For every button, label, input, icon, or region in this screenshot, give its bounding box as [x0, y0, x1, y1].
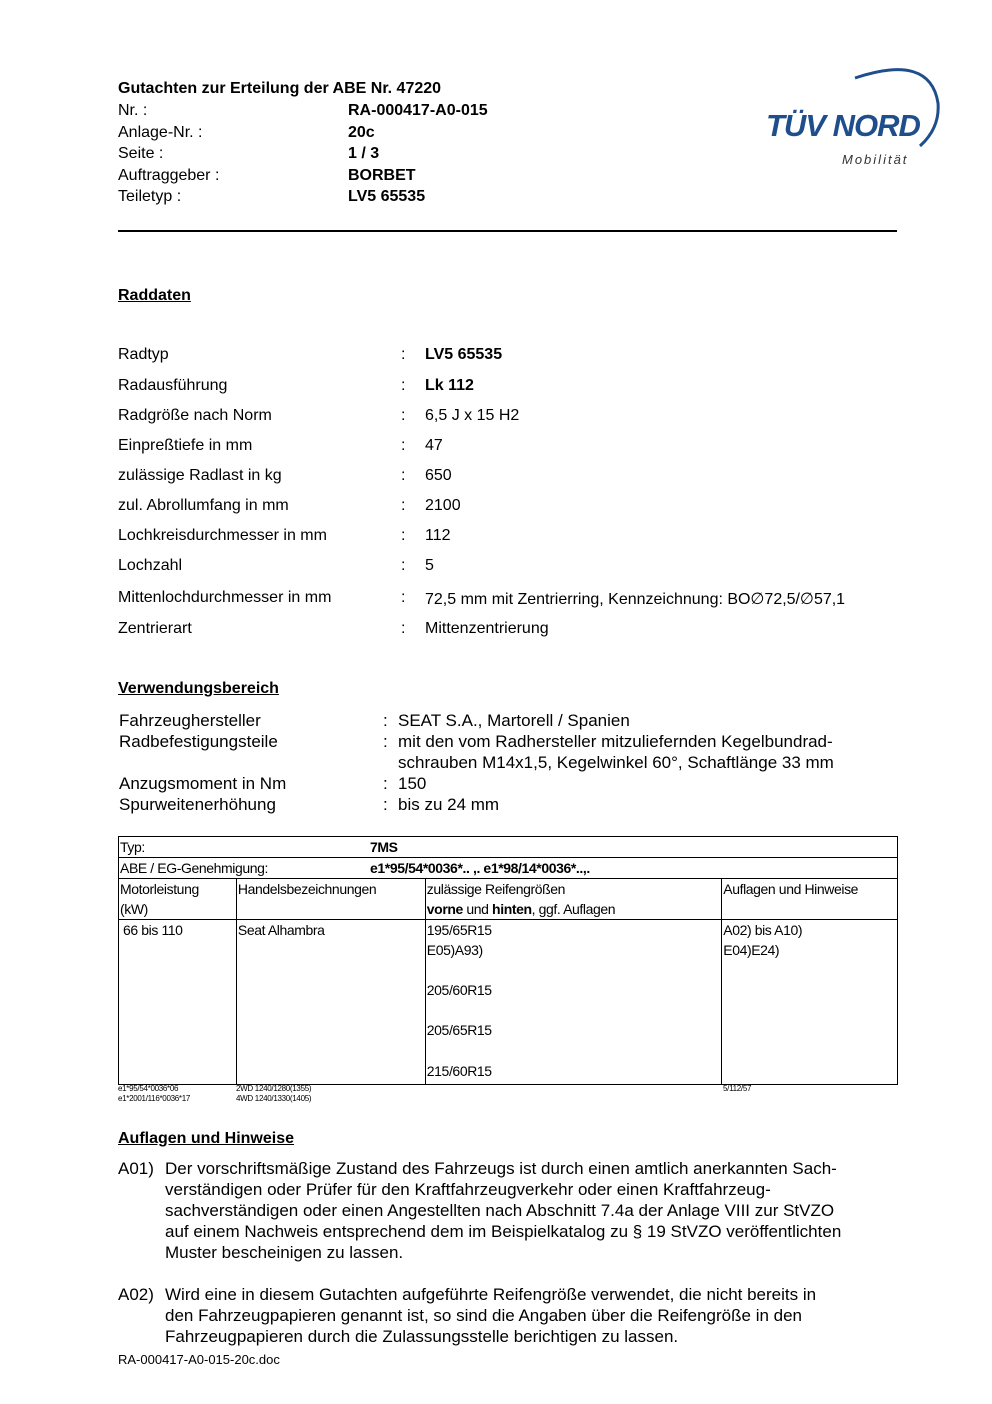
raddaten-value: 5 — [425, 557, 434, 574]
verwendung-value: SEAT S.A., Martorell / Spanien — [398, 711, 630, 730]
section-auflagen-heading: Auflagen und Hinweise — [118, 1130, 295, 1147]
text-line: verständigen oder Prüfer für den Kraftfahrzeugverkehr oder einen Kraftfahrzeug- — [165, 1180, 771, 1199]
verwendung-value-line1: mit den vom Radhersteller mitzuliefernden Kegelbundrad- — [398, 732, 833, 751]
verwendung-value — [398, 731, 898, 773]
header-value: 20c — [348, 124, 375, 141]
auflage-code: A02) — [118, 1285, 154, 1304]
raddaten-label: Lochzahl — [118, 557, 183, 574]
colon: : — [401, 407, 406, 424]
raddaten-value: 2100 — [425, 497, 461, 514]
table-row — [119, 920, 898, 1085]
header-value: RA-000417-A0-015 — [348, 102, 488, 119]
raddaten-label: Radausführung — [118, 377, 228, 394]
footnote-line: 2WD 1240/1280(1355) — [236, 1084, 312, 1093]
raddaten-value: Lk 112 — [425, 377, 474, 394]
raddaten-row — [118, 346, 898, 368]
footnote-line: e1*2001/116*0036*17 — [118, 1094, 191, 1103]
raddaten-label: Lochkreisdurchmesser in mm — [118, 527, 327, 544]
header-value: 1 / 3 — [348, 145, 380, 162]
table-footnote-approval — [118, 1084, 190, 1104]
colon: : — [383, 795, 388, 814]
section-verwendungsbereich-heading: Verwendungsbereich — [118, 680, 279, 697]
header-row-seite — [118, 145, 538, 163]
raddaten-value: Mittenzentrierung — [425, 620, 549, 637]
col-header-auflagen: Auflagen und Hinweise — [722, 879, 898, 920]
raddaten-value: 112 — [425, 527, 451, 544]
header-label: Anlage-Nr. : — [118, 124, 203, 141]
logo-name: TÜV NORD — [766, 108, 920, 143]
raddaten-value: 6,5 J x 15 H2 — [425, 407, 520, 424]
colon: : — [401, 527, 406, 544]
table-footnote-bolt — [723, 1084, 751, 1094]
auflage-code: A01) — [118, 1159, 154, 1178]
auflage-text — [165, 1284, 905, 1347]
header-label: Nr. : — [118, 102, 148, 119]
vehicle-table — [118, 836, 898, 1085]
header-value: LV5 65535 — [348, 188, 426, 205]
raddaten-row — [118, 437, 898, 459]
raddaten-value: 650 — [425, 467, 452, 484]
col-header-motor-unit: (kW) — [120, 901, 148, 917]
col-header-reifen-label: zulässige Reifengrößen — [426, 881, 566, 897]
auflage-a01 — [118, 1158, 903, 1263]
col-header-auflagen-suffix: , ggf. Auflagen — [531, 901, 616, 917]
footnote-line: 5/112/57 — [723, 1084, 752, 1093]
verwendung-label: Fahrzeughersteller — [119, 711, 261, 730]
document-title: Gutachten zur Erteilung der ABE Nr. 47220 — [118, 80, 442, 97]
raddaten-label: Radgröße nach Norm — [118, 407, 272, 424]
raddaten-label: Zentrierart — [118, 620, 192, 637]
table-row-abe — [119, 858, 898, 879]
raddaten-row — [118, 377, 898, 399]
header-label: Teiletyp : — [118, 188, 182, 205]
raddaten-row — [118, 620, 898, 642]
auflage-a02 — [118, 1284, 903, 1347]
header-label: Auftraggeber : — [118, 167, 220, 184]
text-line: Der vorschriftsmäßige Zustand des Fahrzeugs ist durch einen amtlich anerkannten Sach- — [165, 1159, 837, 1178]
col-header-reifen — [425, 879, 721, 920]
header-divider — [118, 230, 897, 232]
text-line: Fahrzeugpapieren durch die Zulassungsstelle berichtigen zu lassen. — [165, 1327, 679, 1346]
verwendung-value: 150 — [398, 774, 427, 793]
raddaten-label: Mittenlochdurchmesser in mm — [118, 589, 332, 606]
verwendung-row — [118, 794, 898, 815]
text-line: sachverständigen oder einen Angestellten nach Abschnitt 7.4a der Anlage VIII zur StVZO — [165, 1201, 835, 1220]
text-line: auf einem Nachweis entsprechend dem im Beispielkatalog zu § 19 StVZO veröffentlichten — [165, 1222, 842, 1241]
colon: : — [401, 589, 406, 606]
verwendung-value: bis zu 24 mm — [398, 795, 500, 814]
header-row-auftraggeber — [118, 167, 538, 185]
typ-value: 7MS — [370, 839, 398, 855]
auflagen-ref: A02) bis A10) — [723, 922, 803, 938]
logo-subtitle: Mobilität — [842, 152, 909, 167]
colon: : — [401, 437, 406, 454]
colon: : — [401, 346, 406, 363]
colon: : — [401, 557, 406, 574]
col-header-motor — [119, 879, 237, 920]
colon: : — [383, 774, 388, 793]
col-header-handel: Handelsbezeichnungen — [236, 879, 425, 920]
text-line: Muster bescheinigen zu lassen. — [165, 1243, 404, 1262]
colon: : — [383, 711, 388, 730]
text-line: den Fahrzeugpapieren genannt ist, so sind die Angaben über die Reifengröße in den — [165, 1306, 803, 1325]
table-footnote-track — [236, 1084, 311, 1104]
cell-auflagen — [722, 920, 898, 1085]
header-row-anlage — [118, 124, 538, 142]
footnote-line: 4WD 1240/1330(1405) — [236, 1094, 312, 1103]
auflagen-ref: E04)E24) — [723, 942, 780, 958]
raddaten-value: LV5 65535 — [425, 346, 503, 363]
header-row-nr — [118, 102, 538, 120]
col-header-motor-label: Motorleistung — [120, 881, 199, 897]
colon: : — [383, 732, 388, 751]
footnote-line: e1*95/54*0036*06 — [118, 1084, 179, 1093]
cell-reifen — [425, 920, 721, 1085]
raddaten-row — [118, 467, 898, 489]
verwendung-value-line2: schrauben M14x1,5, Kegelwinkel 60°, Schaftlänge 33 mm — [398, 753, 834, 772]
raddaten-label: Einpreßtiefe in mm — [118, 437, 253, 454]
typ-label: Typ: — [120, 839, 145, 855]
colon: : — [401, 467, 406, 484]
table-header-row — [119, 879, 898, 920]
auflage-text — [165, 1158, 905, 1263]
tuv-nord-logo — [760, 58, 940, 173]
raddaten-row — [118, 497, 898, 519]
table-row-typ — [119, 837, 898, 858]
header-row-teiletyp — [118, 188, 538, 206]
raddaten-label: Radtyp — [118, 346, 169, 363]
tire-size: 195/65R15 — [426, 922, 492, 938]
raddaten-label: zulässige Radlast in kg — [118, 467, 282, 484]
tire-size: 205/60R15 — [426, 982, 492, 998]
abe-label: ABE / EG-Genehmigung: — [120, 860, 269, 876]
verwendung-row — [118, 773, 898, 794]
raddaten-label: zul. Abrollumfang in mm — [118, 497, 289, 514]
document-filename: RA-000417-A0-015-20c.doc — [118, 1352, 280, 1367]
section-raddaten-heading: Raddaten — [118, 287, 191, 304]
tire-note: E05)A93) — [426, 942, 483, 958]
raddaten-value: 72,5 mm mit Zentrierring, Kennzeichnung: BO∅72,5/∅57,1 — [425, 591, 846, 608]
cell-handel: Seat Alhambra — [236, 920, 425, 1085]
tire-size: 215/60R15 — [426, 1063, 492, 1079]
raddaten-row — [118, 407, 898, 429]
header-value: BORBET — [348, 167, 416, 184]
cell-motor: 66 bis 110 — [119, 920, 237, 1085]
raddaten-row — [118, 527, 898, 549]
verwendung-row — [118, 710, 898, 731]
verwendung-label: Spurweitenerhöhung — [119, 795, 276, 814]
col-header-vorne: vorne — [426, 901, 463, 917]
raddaten-row — [118, 589, 898, 611]
abe-value: e1*95/54*0036*.. ,. e1*98/14*0036*..,. — [370, 860, 590, 876]
colon: : — [401, 620, 406, 637]
verwendung-row — [118, 731, 898, 773]
raddaten-row — [118, 557, 898, 579]
colon: : — [401, 377, 406, 394]
tire-size: 205/65R15 — [426, 1022, 492, 1038]
col-header-und: und — [462, 901, 493, 917]
verwendung-label: Radbefestigungsteile — [119, 732, 278, 751]
text-line: Wird eine in diesem Gutachten aufgeführte Reifengröße verwendet, die nicht bereits in — [165, 1285, 817, 1304]
raddaten-value: 47 — [425, 437, 443, 454]
colon: : — [401, 497, 406, 514]
verwendung-label: Anzugsmoment in Nm — [119, 774, 287, 793]
col-header-hinten: hinten — [492, 901, 532, 917]
header-label: Seite : — [118, 145, 164, 162]
